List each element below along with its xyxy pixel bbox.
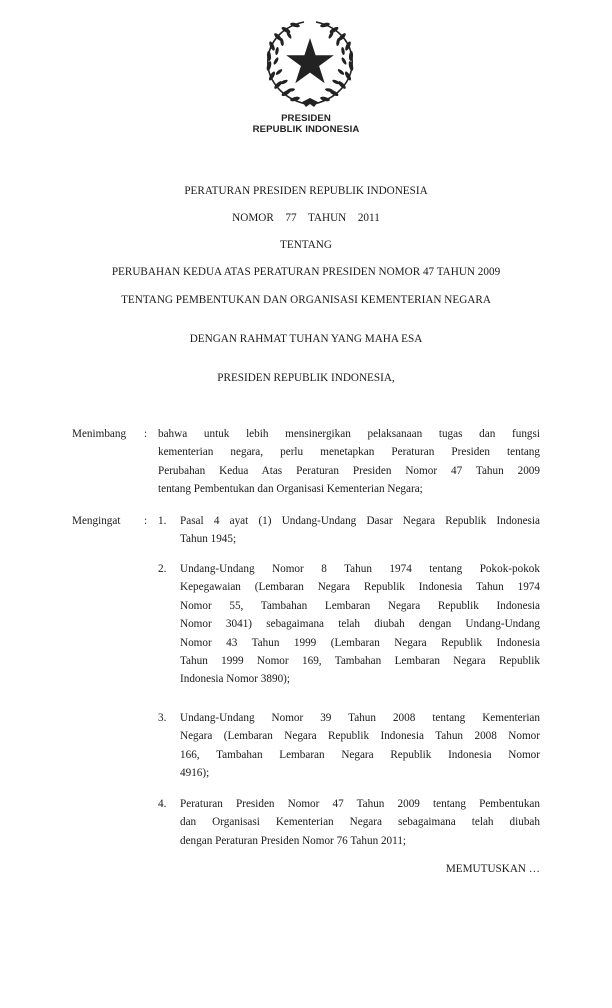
mengingat-item-2-number: 2. [158,563,167,575]
text-line: 166, Tambahan Lembaran Negara Republik Indonesia Nomor [180,748,540,761]
letterhead-line2: REPUBLIK INDONESIA [252,124,360,135]
text-line: Negara (Lembaran Negara Republik Indonesia Tahun 2008 Nomor [180,730,540,743]
subject-line-2: TENTANG PEMBENTUKAN DAN ORGANISASI KEMENTERIAN NEGARA [121,294,491,306]
presidential-emblem-icon [260,18,360,110]
text-line: Tahun 1999 Nomor 169, Tambahan Lembaran Negara Republik [180,654,540,667]
text-line: Nomor 3041) sebagaimana telah diubah dengan Undang-Undang [180,618,540,631]
mengingat-item-3-number: 3. [158,712,167,724]
text-line: tentang Pembentukan dan Organisasi Kementerian Negara; [158,483,423,496]
mengingat-item-4-number: 4. [158,798,167,810]
text-line: dan Organisasi Kementerian Negara sebagaimana telah diubah [180,816,540,829]
mengingat-item-1 [180,512,540,549]
issuer: PRESIDEN REPUBLIK INDONESIA, [217,372,395,384]
mengingat-label: Mengingat [72,515,121,527]
text-line: Nomor 43 Tahun 1999 (Lembaran Negara Republik Indonesia [180,636,540,649]
letterhead-line1: PRESIDEN [281,113,331,124]
text-line: Pasal 4 ayat (1) Undang-Undang Dasar Negara Republik Indonesia [180,515,540,527]
text-line: 4916); [180,767,210,780]
menimbang-text [158,425,540,499]
text-line: Kepegawaian (Lembaran Negara Republik Indonesia Tahun 1974 [180,581,540,594]
mengingat-item-1-number: 1. [158,515,167,527]
regulation-title: PERATURAN PRESIDEN REPUBLIK INDONESIA [184,185,428,197]
text-line: Undang-Undang Nomor 8 Tahun 1974 tentang Pokok-pokok [180,563,540,575]
mengingat-item-2 [180,560,540,689]
text-line: kementerian negara, perlu menetapkan Peraturan Presiden tentang [158,446,540,459]
text-line: Nomor 55, Tambahan Lembaran Negara Republik Indonesia [180,599,540,612]
subject-line-1: PERUBAHAN KEDUA ATAS PERATURAN PRESIDEN NOMOR 47 TAHUN 2009 [111,266,501,278]
text-line: dengan Peraturan Presiden Nomor 76 Tahun 2011; [180,834,407,847]
invocation: DENGAN RAHMAT TUHAN YANG MAHA ESA [189,333,423,345]
text-line: Indonesia Nomor 3890); [180,673,290,686]
regulation-number: NOMOR 77 TAHUN 2011 [232,212,380,224]
mengingat-item-4 [180,795,540,850]
about-label: TENTANG [280,239,332,251]
text-line: bahwa untuk lebih mensinergikan pelaksanaan tugas dan fungsi [158,428,540,440]
menimbang-colon: : [144,428,148,440]
mengingat-item-3 [180,709,540,783]
mengingat-colon: : [144,515,148,527]
page-continuation: MEMUTUSKAN … [445,863,540,875]
text-line: Tahun 1945; [180,533,237,546]
text-line: Undang-Undang Nomor 39 Tahun 2008 tentang Kementerian [180,712,540,724]
menimbang-label: Menimbang [72,428,127,440]
text-line: Peraturan Presiden Nomor 47 Tahun 2009 tentang Pembentukan [180,798,540,810]
text-line: Perubahan Kedua Atas Peraturan Presiden Nomor 47 Tahun 2009 [158,464,540,477]
